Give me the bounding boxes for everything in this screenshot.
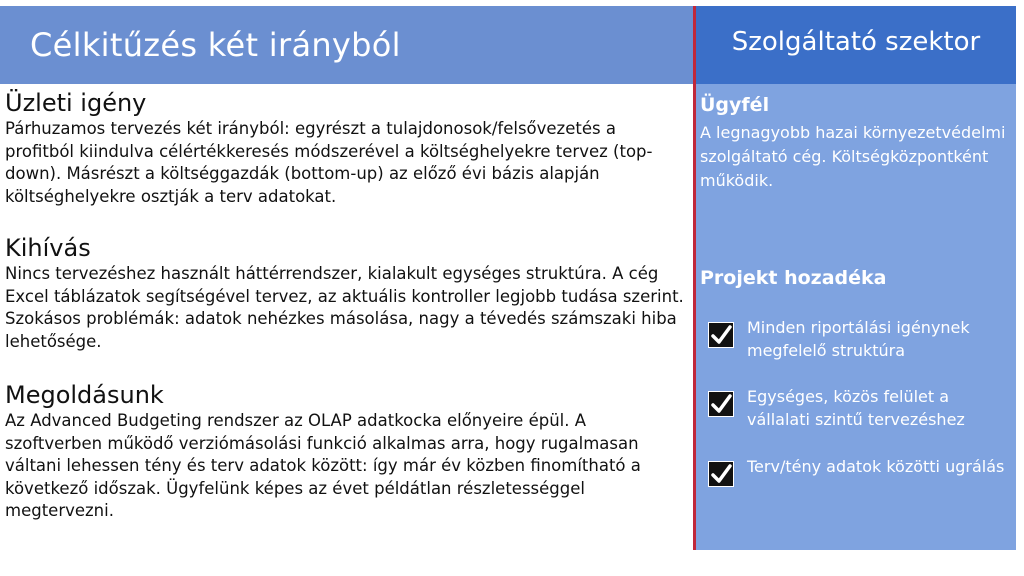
client-heading: Ügyfél bbox=[700, 94, 770, 116]
benefit-text: Minden riportálási igénynek megfelelő struktúra bbox=[747, 318, 970, 360]
benefit-item bbox=[696, 316, 1016, 368]
benefit-item bbox=[696, 385, 1016, 437]
section-heading: Megoldásunk bbox=[5, 381, 164, 409]
client-text: A legnagyobb hazai környezetvédelmi szolgáltató cég. Költségközpontként működik. bbox=[700, 123, 1006, 190]
section-body: Nincs tervezéshez használt háttérrendszer, kialakult egységes struktúra. A cég Excel táblázatok segítségével tervez, az aktuális kontroller legjobb tudása szerint. Szokásos problémák: adatok nehézkes másolása, nagy a tévedés számszaki hiba lehetősége. bbox=[5, 264, 684, 351]
section-body: Párhuzamos tervezés két irányból: egyrészt a tulajdonosok/felsővezetés a profitból kiindulva célértékkeresés módszerével a költséghelyekre tervez (top-down). Másrészt a költséggazdák (bottom-up) az előző évi bázis alapján költséghelyekre osztják a terv adatokat. bbox=[5, 119, 653, 206]
benefit-text: Terv/tény adatok közötti ugrálás bbox=[747, 457, 1005, 476]
section-challenge bbox=[5, 233, 685, 353]
section-heading: Kihívás bbox=[5, 234, 91, 262]
section-solution bbox=[5, 380, 685, 523]
benefit-item bbox=[696, 455, 1016, 507]
checkbox-checked-icon bbox=[708, 461, 734, 487]
page-title: Célkitűzés két irányból bbox=[30, 26, 401, 64]
section-business-need bbox=[5, 88, 685, 208]
sidebar-header bbox=[696, 6, 1016, 84]
sidebar-panel bbox=[696, 84, 1016, 550]
sidebar-title: Szolgáltató szektor bbox=[731, 27, 981, 57]
benefit-text: Egységes, közös felület a vállalati szintű tervezéshez bbox=[747, 387, 965, 429]
section-heading: Üzleti igény bbox=[5, 89, 147, 117]
section-body: Az Advanced Budgeting rendszer az OLAP adatkocka előnyeire épül. A szoftverben működő verziómásolási funkció alkalmas arra, hogy rugalmasan váltani lehessen tény és terv adatok között: így már év közben finomítható a következő időszak. Ügyfelünk képes az évet példátlan részletességgel megtervezni. bbox=[5, 411, 641, 520]
checkbox-checked-icon bbox=[708, 391, 734, 417]
benefits-heading: Projekt hozadéka bbox=[700, 267, 887, 289]
header-bar bbox=[0, 6, 693, 84]
checkbox-checked-icon bbox=[708, 322, 734, 348]
